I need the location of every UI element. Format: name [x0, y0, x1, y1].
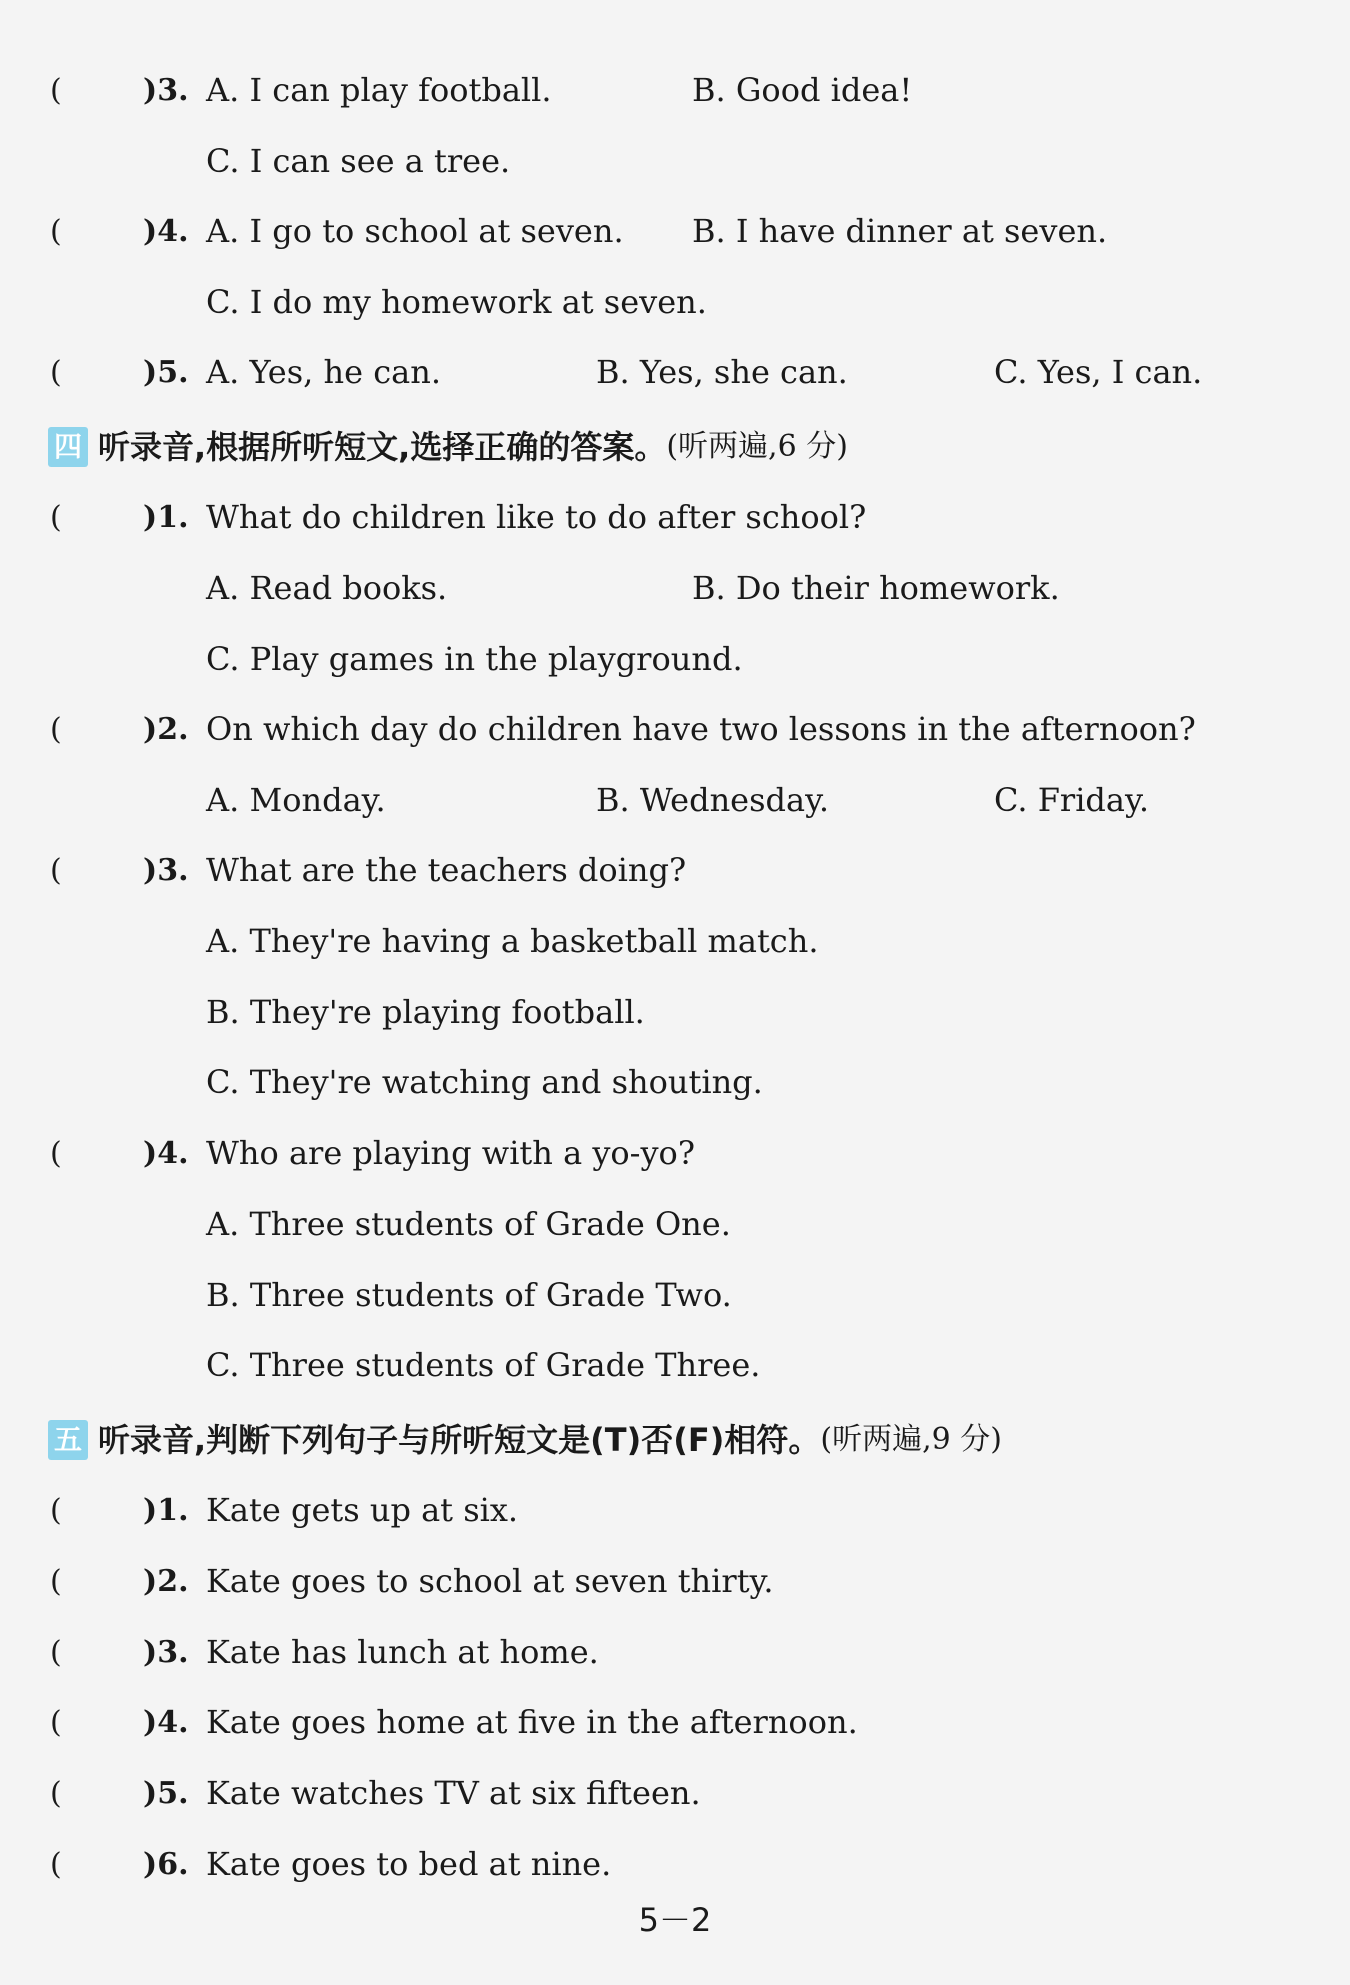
option-b: B. Good idea!: [692, 71, 913, 109]
answer-bracket[interactable]: (: [50, 1635, 62, 1670]
option-b: B. Yes, she can.: [596, 353, 848, 391]
question-number: )4.: [143, 214, 189, 249]
answer-bracket[interactable]: (: [50, 1705, 62, 1740]
section-title: 听录音,判断下列句子与所听短文是(T)否(F)相符。: [98, 1421, 821, 1459]
answer-bracket[interactable]: (: [50, 1776, 62, 1811]
option-c: C. I do my homework at seven.: [206, 283, 707, 321]
option-a: A. Three students of Grade One.: [206, 1205, 731, 1243]
section-title: 听录音,根据所听短文,选择正确的答案。: [98, 428, 667, 466]
section-number-badge: 五: [48, 1420, 88, 1460]
answer-bracket[interactable]: (: [50, 1136, 62, 1171]
statement-text: Kate goes home at five in the afternoon.: [206, 1703, 858, 1741]
option-b: B. Wednesday.: [596, 781, 830, 819]
question-text: What do children like to do after school?: [206, 498, 867, 536]
question-number: )5.: [143, 355, 189, 390]
question-number: )3.: [143, 73, 189, 108]
question-number: )3.: [143, 853, 189, 888]
question-number: )1.: [143, 1493, 189, 1528]
option-a: A. Read books.: [206, 569, 448, 607]
question-number: )4.: [143, 1136, 189, 1171]
statement-text: Kate watches TV at six fifteen.: [206, 1774, 701, 1812]
answer-bracket[interactable]: (: [50, 1847, 62, 1882]
answer-bracket[interactable]: (: [50, 214, 62, 249]
section-five-heading: [48, 1413, 1002, 1463]
question-number: )2.: [143, 712, 189, 747]
option-b: B. I have dinner at seven.: [692, 212, 1108, 250]
section-four-heading: [48, 420, 848, 470]
answer-bracket[interactable]: (: [50, 712, 62, 747]
statement-text: Kate has lunch at home.: [206, 1633, 599, 1671]
question-text: Who are playing with a yo-yo?: [206, 1134, 695, 1172]
answer-bracket[interactable]: (: [50, 853, 62, 888]
option-a: A. Yes, he can.: [206, 353, 441, 391]
answer-bracket[interactable]: (: [50, 500, 62, 535]
option-c: C. I can see a tree.: [206, 142, 511, 180]
answer-bracket[interactable]: (: [50, 355, 62, 390]
statement-text: Kate goes to bed at nine.: [206, 1845, 612, 1883]
option-b: B. Do their homework.: [692, 569, 1060, 607]
question-number: )6.: [143, 1847, 189, 1882]
answer-bracket[interactable]: (: [50, 1564, 62, 1599]
question-number: )1.: [143, 500, 189, 535]
option-b: B. They're playing football.: [206, 993, 645, 1031]
section-number-badge: 四: [48, 427, 88, 467]
statement-text: Kate goes to school at seven thirty.: [206, 1562, 774, 1600]
option-a: A. I can play football.: [206, 71, 552, 109]
option-c: C. Three students of Grade Three.: [206, 1346, 761, 1384]
option-c: C. Yes, I can.: [994, 353, 1203, 391]
statement-text: Kate gets up at six.: [206, 1491, 519, 1529]
question-number: )4.: [143, 1705, 189, 1740]
answer-bracket[interactable]: (: [50, 73, 62, 108]
option-c: C. Play games in the playground.: [206, 640, 743, 678]
page-number: 5－2: [638, 1901, 712, 1939]
question-number: )3.: [143, 1635, 189, 1670]
option-c: C. They're watching and shouting.: [206, 1063, 763, 1101]
option-a: A. Monday.: [206, 781, 386, 819]
question-number: )2.: [143, 1564, 189, 1599]
option-c: C. Friday.: [994, 781, 1149, 819]
answer-bracket[interactable]: (: [50, 1493, 62, 1528]
question-text: On which day do children have two lessons in the afternoon?: [206, 710, 1196, 748]
option-a: A. I go to school at seven.: [206, 212, 624, 250]
question-text: What are the teachers doing?: [206, 851, 687, 889]
question-number: )5.: [143, 1776, 189, 1811]
section-note: (听两遍,9 分): [820, 1422, 1002, 1457]
option-a: A. They're having a basketball match.: [206, 922, 819, 960]
section-note: (听两遍,6 分): [666, 429, 848, 464]
option-b: B. Three students of Grade Two.: [206, 1276, 732, 1314]
